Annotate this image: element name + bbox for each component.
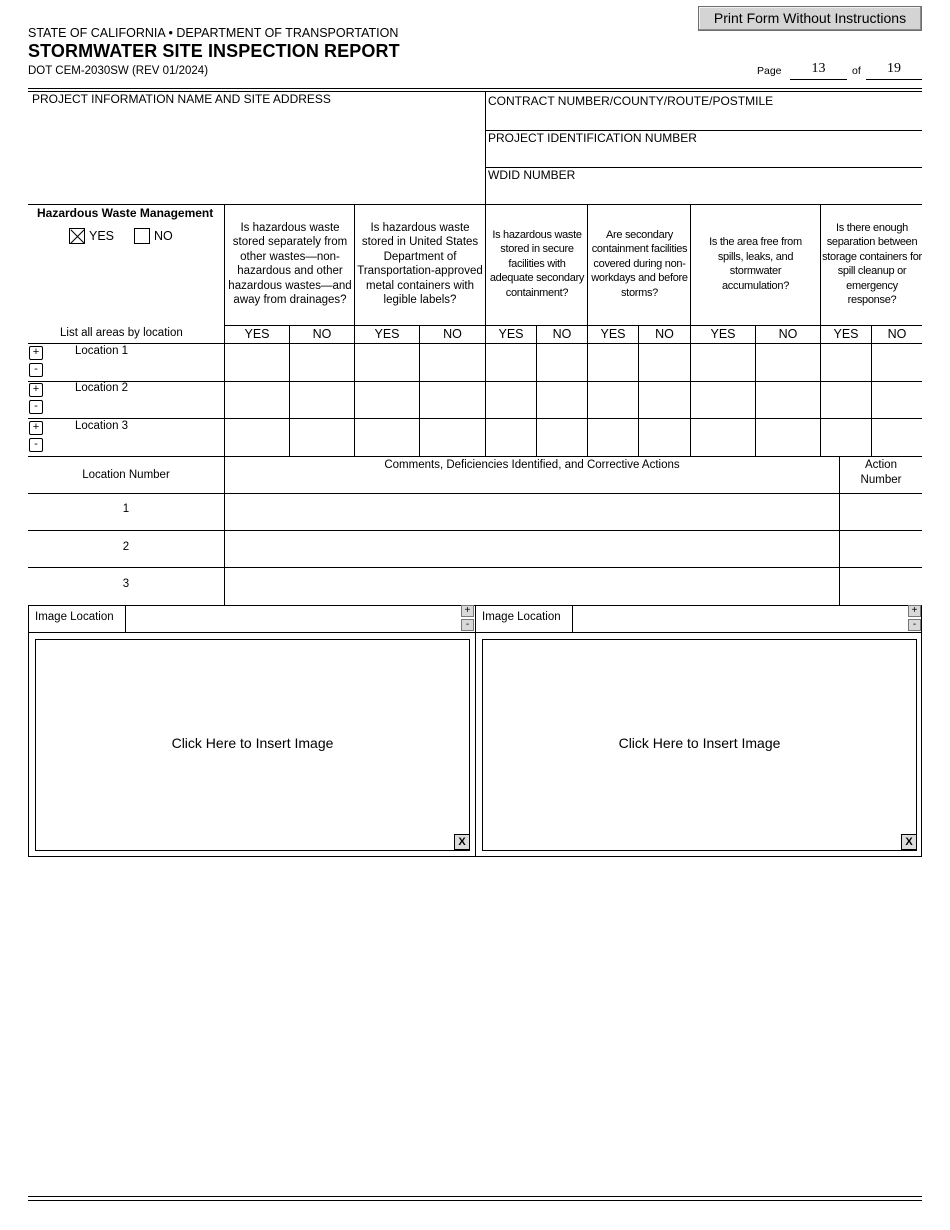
form-code: DOT CEM-2030SW (REV 01/2024)	[28, 65, 209, 77]
col-yes-2: YES	[374, 327, 400, 341]
hazardous-section-title: Hazardous Waste Management	[37, 206, 214, 220]
project-id-label: PROJECT IDENTIFICATION NUMBER	[488, 131, 697, 145]
wdid-field[interactable]	[486, 182, 922, 203]
divider	[28, 343, 922, 344]
col-yes-5: YES	[710, 327, 736, 341]
grid-line	[638, 325, 639, 456]
of-label: of	[852, 65, 861, 77]
col-yes-4: YES	[600, 327, 626, 341]
col-yes-1: YES	[244, 327, 270, 341]
divider	[224, 325, 922, 326]
location-2-remove-button[interactable]: -	[29, 400, 43, 414]
location-number-label: Location Number	[82, 469, 170, 481]
grid-line	[871, 325, 872, 456]
location-3-label: Location 3	[75, 420, 129, 432]
action-row-3-field[interactable]	[840, 568, 922, 605]
project-info-field[interactable]	[28, 108, 484, 203]
action-row-1-field[interactable]	[840, 494, 922, 530]
grid-line	[755, 325, 756, 456]
image-location-label-left: Image Location	[35, 611, 114, 623]
grid-line	[419, 325, 420, 456]
col-no-5: NO	[778, 327, 798, 341]
location-1-add-button[interactable]: +	[29, 346, 43, 360]
agency-name: STATE OF CALIFORNIA • DEPARTMENT OF TRANSPORTATION	[28, 26, 399, 40]
col-no-1: NO	[312, 327, 332, 341]
print-form-button[interactable]: Print Form Without Instructions	[698, 6, 922, 31]
insert-image-left-text: Click Here to Insert Image	[171, 735, 334, 751]
hazardous-yes-checkbox[interactable]	[69, 228, 85, 244]
comment-row-1-field[interactable]	[225, 494, 838, 530]
question-6: Is there enough separation between storage containers for spill cleanup or emergency response?	[822, 221, 922, 306]
question-5: Is the area free from spills, leaks, and stormwater accumulation?	[709, 236, 802, 292]
image-right-remove-button[interactable]: -	[908, 619, 921, 631]
image-location-label-right: Image Location	[482, 611, 561, 623]
grid-line	[572, 605, 573, 632]
contract-label: CONTRACT NUMBER/COUNTY/ROUTE/POSTMILE	[488, 94, 774, 108]
hazardous-no-label: NO	[154, 229, 173, 243]
image-left-add-button[interactable]: +	[461, 605, 474, 617]
divider	[28, 381, 922, 382]
insert-image-right-text: Click Here to Insert Image	[618, 735, 781, 751]
comment-row-1-number: 1	[122, 503, 130, 515]
comment-row-3-number: 3	[122, 578, 130, 590]
grid-line	[289, 325, 290, 456]
image-left-remove-button[interactable]: -	[461, 619, 474, 631]
divider	[475, 632, 922, 633]
location-1-remove-button[interactable]: -	[29, 363, 43, 377]
location-3-remove-button[interactable]: -	[29, 438, 43, 452]
page-number-field[interactable]: 13	[790, 61, 847, 80]
action-number-label: Number	[860, 474, 902, 486]
divider	[28, 632, 476, 633]
question-1: Is hazardous waste stored separately from other wastes—non-hazardous and other hazardous wastes—and away from drainages?	[228, 221, 352, 306]
comment-row-2-field[interactable]	[225, 531, 838, 567]
question-3: Is hazardous waste stored in secure facilities with adequate secondary containment?	[489, 228, 585, 299]
question-2: Is hazardous waste stored in United States Department of Transportation-approved metal containers with legible labels?	[357, 221, 483, 306]
divider	[28, 456, 922, 457]
image-right-clear-button[interactable]: X	[901, 834, 917, 850]
comments-label: Comments, Deficiencies Identified, and Corrective Actions	[384, 459, 680, 471]
comment-row-3-field[interactable]	[225, 568, 838, 605]
col-no-3: NO	[552, 327, 572, 341]
question-4: Are secondary containment facilities covered during non-workdays and before storms?	[591, 228, 688, 299]
form-title: STORMWATER SITE INSPECTION REPORT	[28, 41, 400, 61]
image-left-clear-button[interactable]: X	[454, 834, 470, 850]
hazardous-yes-label: YES	[89, 229, 115, 243]
action-label: Action	[865, 459, 897, 471]
wdid-label: WDID NUMBER	[488, 168, 576, 182]
bottom-rule-2	[28, 1200, 922, 1201]
grid-line	[536, 325, 537, 456]
action-row-2-field[interactable]	[840, 531, 922, 567]
col-no-2: NO	[443, 327, 462, 341]
image-location-field-right[interactable]	[574, 607, 906, 631]
col-no-4: NO	[655, 327, 674, 341]
col-yes-3: YES	[498, 327, 524, 341]
list-areas-label: List all areas by location	[60, 327, 183, 339]
project-info-label: PROJECT INFORMATION NAME AND SITE ADDRESS	[32, 92, 331, 106]
location-3-add-button[interactable]: +	[29, 421, 43, 435]
divider	[28, 418, 922, 419]
hazardous-no-checkbox[interactable]	[134, 228, 150, 244]
grid-line	[125, 605, 126, 632]
divider	[28, 204, 922, 205]
col-no-6: NO	[887, 327, 907, 341]
location-2-add-button[interactable]: +	[29, 383, 43, 397]
comment-row-2-number: 2	[122, 541, 130, 553]
top-rule	[28, 88, 922, 89]
page-label: Page	[757, 65, 782, 77]
image-location-field-left[interactable]	[127, 607, 459, 631]
col-yes-6: YES	[833, 327, 859, 341]
image-right-add-button[interactable]: +	[908, 605, 921, 617]
location-1-label: Location 1	[75, 345, 129, 357]
location-2-label: Location 2	[75, 382, 129, 394]
page-total-field[interactable]: 19	[866, 61, 922, 80]
bottom-rule	[28, 1196, 922, 1197]
contract-field[interactable]	[486, 108, 922, 130]
project-id-field[interactable]	[486, 145, 922, 167]
